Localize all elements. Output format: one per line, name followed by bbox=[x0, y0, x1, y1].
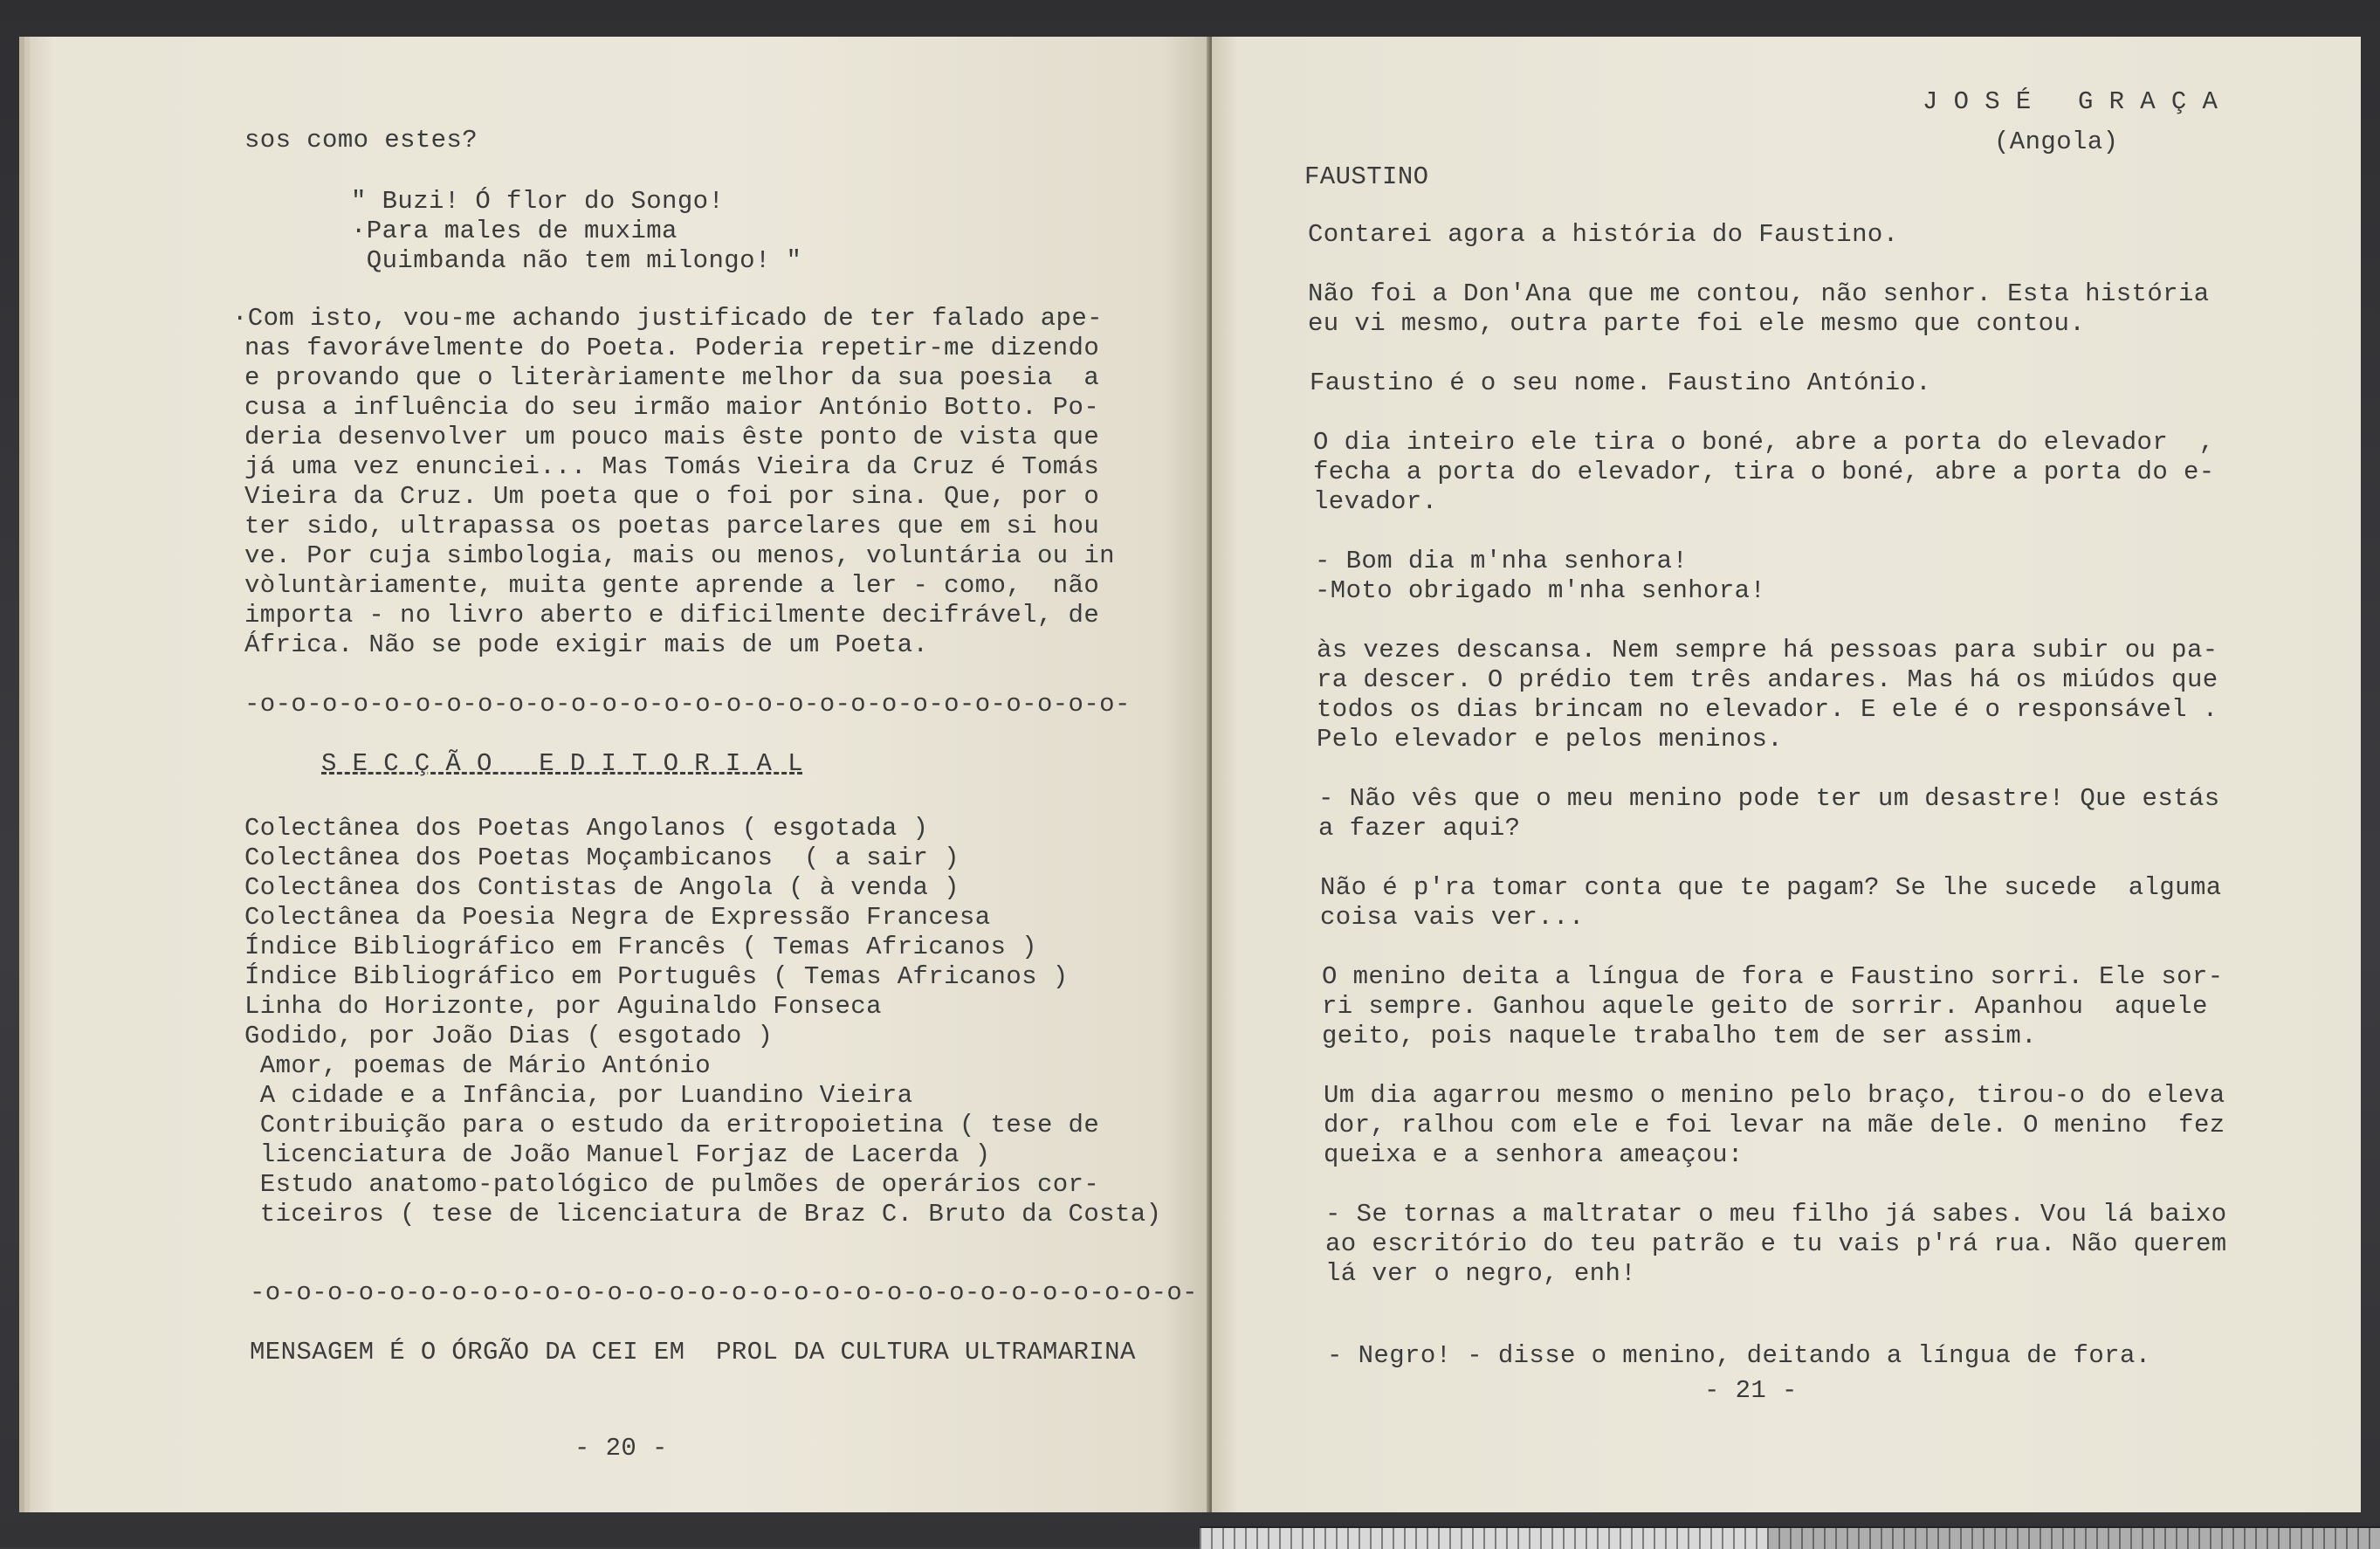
text-line: - Não vês que o meu menino pode ter um desastre! Que estás bbox=[1318, 784, 2220, 813]
list-item: ticeiros ( tese de licenciatura de Braz C. Bruto da Costa) bbox=[244, 1200, 1162, 1229]
list-item: licenciatura de João Manuel Forjaz de Lacerda ) bbox=[244, 1140, 991, 1169]
list-item: Colectânea da Poesia Negra de Expressão Francesa bbox=[244, 903, 991, 932]
text-line: - Se tornas a maltratar o meu filho já sabes. Vou lá baixo bbox=[1325, 1200, 2227, 1229]
text-line: cusa a influência do seu irmão maior António Botto. Po- bbox=[244, 393, 1100, 422]
text-line: deria desenvolver um pouco mais êste ponto de vista que bbox=[244, 423, 1100, 451]
text-line: ra descer. O prédio tem três andares. Mas há os miúdos que bbox=[1317, 665, 2218, 694]
text-line: ter sido, ultrapassa os poetas parcelares que em si hou bbox=[244, 512, 1100, 540]
right-page bbox=[1212, 37, 2361, 1512]
footer-statement: MENSAGEM É O ÓRGÃO DA CEI EM PROL DA CULTURA ULTRAMARINA bbox=[250, 1338, 1136, 1367]
quote-line: ·Para males de muxima bbox=[351, 217, 678, 245]
page-number: - 21 - bbox=[1704, 1376, 1798, 1405]
list-item: Colectânea dos Poetas Moçambicanos ( a sair ) bbox=[244, 843, 960, 872]
text-line: às vezes descansa. Nem sempre há pessoas para subir ou pa- bbox=[1317, 636, 2218, 664]
text-line: O dia inteiro ele tira o boné, abre a porta do elevador , bbox=[1313, 428, 2215, 457]
text-line: Um dia agarrou mesmo o menino pelo braço, tirou-o do eleva bbox=[1324, 1081, 2225, 1110]
text-line: Não foi a Don'Ana que me contou, não senhor. Esta história bbox=[1308, 279, 2210, 308]
divider-line: -o-o-o-o-o-o-o-o-o-o-o-o-o-o-o-o-o-o-o-o-o-o-o-o-o-o-o-o- bbox=[244, 690, 1131, 719]
text-line: já uma vez enunciei... Mas Tomás Vieira da Cruz é Tomás bbox=[244, 452, 1100, 481]
list-item: Estudo anatomo-patológico de pulmões de operários cor- bbox=[244, 1170, 1100, 1199]
story-title: FAUSTINO bbox=[1304, 162, 1429, 191]
text-line: O menino deita a língua de fora e Faustino sorri. Ele sor- bbox=[1322, 962, 2224, 991]
text-line: e provando que o literàriamente melhor da sua poesia a bbox=[244, 363, 1100, 392]
scale-ruler bbox=[1200, 1526, 2380, 1549]
text-line: eu vi mesmo, outra parte foi ele mesmo que contou. bbox=[1308, 309, 2086, 338]
text-line: Contarei agora a história do Faustino. bbox=[1308, 220, 1899, 249]
text-line: levador. bbox=[1313, 487, 1438, 516]
text-line: dor, ralhou com ele e foi levar na mãe dele. O menino fez bbox=[1324, 1111, 2225, 1139]
left-opening-line: sos como estes? bbox=[244, 126, 478, 155]
text-line: África. Não se pode exigir mais de um Poeta. bbox=[244, 630, 929, 659]
text-line: ao escritório do teu patrão e tu vais p'rá rua. Não querem bbox=[1325, 1229, 2227, 1258]
list-item: Contribuição para o estudo da eritropoietina ( tese de bbox=[244, 1111, 1100, 1139]
list-item: Índice Bibliográfico em Francês ( Temas Africanos ) bbox=[244, 933, 1037, 961]
text-line: Faustino é o seu nome. Faustino António. bbox=[1310, 368, 1932, 397]
left-page bbox=[30, 37, 1210, 1512]
text-line: Não é p'ra tomar conta que te pagam? Se lhe sucede alguma bbox=[1320, 873, 2222, 902]
list-item: Índice Bibliográfico em Português ( Temas Africanos ) bbox=[244, 962, 1069, 991]
list-item: A cidade e a Infância, por Luandino Vieira bbox=[244, 1081, 913, 1110]
page-number: - 20 - bbox=[574, 1434, 668, 1463]
divider-line: -o-o-o-o-o-o-o-o-o-o-o-o-o-o-o-o-o-o-o-o-o-o-o-o-o-o-o-o-o-o- bbox=[250, 1278, 1198, 1307]
text-line: lá ver o negro, enh! bbox=[1325, 1259, 1637, 1288]
text-line: importa - no livro aberto e dificilmente decifrável, de bbox=[244, 601, 1100, 630]
author-origin: (Angola) bbox=[1994, 127, 2119, 156]
text-line: queixa e a senhora ameaçou: bbox=[1324, 1140, 1744, 1169]
text-line: ve. Por cuja simbologia, mais ou menos, voluntária ou in bbox=[244, 541, 1115, 570]
text-line: - Bom dia m'nha senhora! bbox=[1315, 547, 1689, 575]
text-line: geito, pois naquele trabalho tem de ser assim. bbox=[1322, 1022, 2037, 1050]
ruler-dark-segment bbox=[1767, 1528, 2380, 1549]
list-item: Godido, por João Dias ( esgotado ) bbox=[244, 1022, 774, 1050]
text-line: vòluntàriamente, muita gente aprende a ler - como, não bbox=[244, 571, 1100, 600]
list-item: Colectânea dos Poetas Angolanos ( esgotada ) bbox=[244, 814, 929, 843]
quote-line: Quimbanda não tem milongo! " bbox=[351, 246, 802, 275]
list-item: Amor, poemas de Mário António bbox=[244, 1051, 712, 1080]
quote-line: " Buzi! Ó flor do Songo! bbox=[351, 187, 725, 216]
text-line: Vieira da Cruz. Um poeta que o foi por sina. Que, por o bbox=[244, 482, 1100, 511]
text-line: ri sempre. Ganhou aquele geito de sorrir. Apanhou aquele bbox=[1322, 992, 2208, 1021]
section-title: S E C Ç Ã O E D I T O R I A L bbox=[321, 749, 803, 778]
text-line: -Moto obrigado m'nha senhora! bbox=[1315, 576, 1766, 605]
author-name: J O S É G R A Ç A bbox=[1923, 87, 2218, 116]
list-item: Colectânea dos Contistas de Angola ( à venda ) bbox=[244, 873, 960, 902]
text-line: a fazer aqui? bbox=[1318, 814, 1521, 843]
text-line: nas favorávelmente do Poeta. Poderia repetir-me dizendo bbox=[244, 334, 1100, 362]
text-line: ·Com isto, vou-me achando justificado de ter falado ape- bbox=[232, 304, 1103, 333]
text-line: coisa vais ver... bbox=[1320, 903, 1585, 932]
list-item: Linha do Horizonte, por Aguinaldo Fonseca bbox=[244, 992, 882, 1021]
text-line: Pelo elevador e pelos meninos. bbox=[1317, 725, 1784, 754]
text-line: - Negro! - disse o menino, deitando a língua de fora. bbox=[1327, 1341, 2151, 1370]
text-line: todos os dias brincam no elevador. E ele é o responsável . bbox=[1317, 695, 2218, 724]
text-line: fecha a porta do elevador, tira o boné, abre a porta do e- bbox=[1313, 458, 2215, 486]
